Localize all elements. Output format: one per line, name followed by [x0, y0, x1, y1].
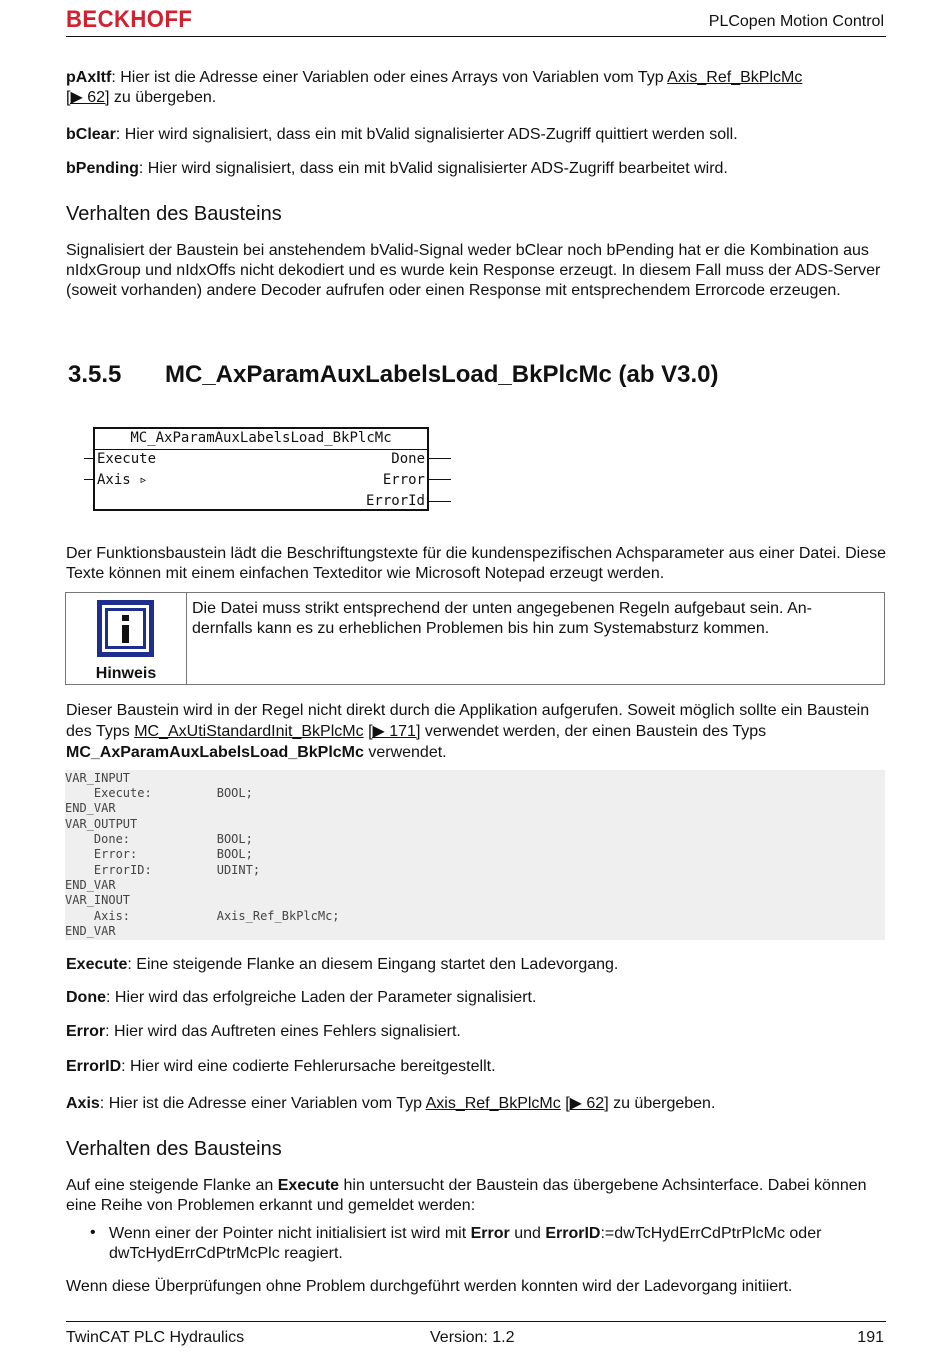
axis-ref-link-2[interactable]: Axis_Ref_BkPlcMc	[425, 1095, 561, 1112]
function-block-diagram	[93, 427, 429, 511]
final-paragraph: Wenn diese Überprüfungen ohne Problem durchgeführt werden konnten wird der Ladevorgang initiiert.	[66, 1278, 793, 1295]
done-text: : Hier wird das erfolgreiche Laden der Parameter signalisiert.	[106, 989, 537, 1006]
fb-input-execute: Execute	[97, 451, 157, 467]
execute-text: : Eine steigende Flanke an diesem Eingang startet den Ladevorgang.	[127, 956, 619, 973]
footer-product: TwinCAT PLC Hydraulics	[66, 1329, 245, 1346]
note-icon-cell	[66, 593, 187, 684]
bclear-paragraph	[66, 125, 886, 145]
code-line: VAR_OUTPUT	[65, 817, 138, 831]
page-ref-171-link[interactable]: [▶ 171]	[368, 723, 421, 740]
usage-text-2: verwendet werden, der einen Baustein des Typs	[420, 723, 767, 740]
section-number: 3.5.5	[68, 361, 122, 388]
bpending-text: : Hier wird signalisiert, dass ein mit bValid signalisierter ADS-Zugriff bearbeitet wird.	[138, 160, 728, 177]
fb-pin-axis	[84, 479, 94, 480]
fb-pin-execute	[84, 458, 94, 459]
fb-pin-errorid	[429, 501, 451, 502]
axis-paragraph	[66, 1094, 886, 1114]
code-line: Execute: BOOL;	[65, 786, 253, 800]
section-heading	[68, 361, 719, 389]
done-paragraph	[66, 988, 886, 1008]
section-title: MC_AxParamAuxLabelsLoad_BkPlcMc (ab V3.0)	[165, 361, 719, 388]
fb-title-divider	[95, 449, 427, 450]
fb-pin-done	[429, 458, 451, 459]
header-title: PLCopen Motion Control	[708, 13, 884, 30]
behavior-bold-execute: Execute	[277, 1177, 340, 1194]
bullet-text-3: :=dwTcHydErrCdPtrPlcMc oder dwTcHydErrCdPtrMcPlc reagiert.	[109, 1225, 822, 1262]
info-icon	[97, 600, 154, 657]
description-paragraph: Der Funktionsbaustein lädt die Beschriftungstexte für die kundenspezifischen Achsparameter aus einer Datei. Diese Texte können mit einem einfachen Texteditor wie Microsoft Notepad erzeugt werden.	[66, 545, 887, 582]
fb-name: MC_AxParamAuxLabelsLoad_BkPlcMc	[130, 430, 392, 446]
paxitf-term: pAxItf	[66, 69, 112, 86]
bullet-bold-errorid: ErrorID	[545, 1225, 601, 1242]
behavior-heading-2: Verhalten des Bausteins	[66, 1138, 282, 1160]
beckhoff-logo: BECKHOFF	[66, 6, 193, 33]
page-ref-link[interactable]: [▶ 62]	[66, 89, 110, 106]
code-line: Done: BOOL;	[65, 832, 253, 846]
errorid-paragraph	[66, 1057, 886, 1077]
usage-text-3: verwendet.	[363, 744, 447, 761]
bpending-paragraph	[66, 159, 886, 179]
fb-output-done: Done	[391, 451, 425, 467]
usage-bold-name: MC_AxParamAuxLabelsLoad_BkPlcMc	[66, 744, 364, 761]
code-block	[65, 770, 885, 940]
bclear-text: : Hier wird signalisiert, dass ein mit bValid signalisierter ADS-Zugriff quittiert werden soll.	[115, 126, 738, 143]
fb-output-error: Error	[382, 472, 425, 488]
fb-pin-error	[429, 479, 451, 480]
fb-input-axis: Axis ▹	[97, 472, 148, 488]
behavior-text-2a: Auf eine steigende Flanke an	[66, 1177, 278, 1194]
behavior-text-1: Signalisiert der Baustein bei anstehendem bValid-Signal weder bClear noch bPending hat er die Kombination aus nIdxGroup und nIdxOffs nicht dekodiert und es wurde kein Response erzeugt. In diesem Fall muss der ADS-Server (soweit vorhanden) andere Decoder aufrufen oder einen Response mit entsprechendem Errorcode erzeugen.	[66, 242, 881, 299]
axis-text-end: zu übergeben.	[608, 1095, 716, 1112]
code-line: VAR_INPUT	[65, 771, 131, 785]
usage-paragraph	[66, 700, 886, 763]
footer-version: Version: 1.2	[430, 1329, 515, 1346]
bullet-item	[109, 1224, 879, 1264]
header-rule	[66, 36, 886, 37]
behavior-heading-1: Verhalten des Bausteins	[66, 203, 282, 225]
code-line: END_VAR	[65, 878, 116, 892]
footer-rule	[66, 1321, 886, 1322]
code-line: Error: BOOL;	[65, 847, 253, 861]
bullet-marker: •	[90, 1224, 96, 1241]
fb-output-errorid: ErrorId	[365, 493, 425, 509]
bpending-term: bPending	[66, 160, 139, 177]
footer-page-number: 191	[857, 1329, 884, 1346]
note-box	[65, 592, 885, 685]
code-line: ErrorID: UDINT;	[65, 863, 261, 877]
axis-ref-link[interactable]: Axis_Ref_BkPlcMc	[667, 69, 803, 86]
note-label: Hinweis	[95, 665, 157, 682]
paxitf-text-end: zu übergeben.	[109, 89, 217, 106]
error-text: : Hier wird das Auftreten eines Fehlers signalisiert.	[105, 1023, 461, 1040]
standard-init-link[interactable]: MC_AxUtiStandardInit_BkPlcMc	[134, 723, 364, 740]
code-line: Axis: Axis_Ref_BkPlcMc;	[65, 909, 340, 923]
errorid-term: ErrorID	[66, 1058, 122, 1075]
bullet-text-1: Wenn einer der Pointer nicht initialisiert ist wird mit	[109, 1225, 471, 1242]
code-line: VAR_INOUT	[65, 893, 131, 907]
bullet-text-2: und	[509, 1225, 546, 1242]
code-line: END_VAR	[65, 924, 116, 938]
error-term: Error	[66, 1023, 106, 1040]
execute-paragraph	[66, 955, 886, 975]
note-text: Die Datei muss strikt entsprechend der unten angegebenen Regeln aufgebaut sein. An-dernfalls kann es zu erheblichen Problemen bis hin zum Systemabsturz kommen.	[192, 600, 812, 637]
code-line: END_VAR	[65, 801, 116, 815]
done-term: Done	[66, 989, 106, 1006]
behavior-text-2b: hin untersucht der Baustein das übergebene Achsinterface. Dabei können eine Reihe von Problemen erkannt und gemeldet werden:	[66, 1177, 867, 1214]
paxitf-text: : Hier ist die Adresse einer Variablen oder eines Arrays von Variablen vom Typ	[111, 69, 668, 86]
execute-term: Execute	[66, 956, 128, 973]
bclear-term: bClear	[66, 126, 116, 143]
paxitf-paragraph	[66, 68, 886, 108]
usage-text: Dieser Baustein wird in der Regel nicht direkt durch die Applikation aufgerufen. Soweit möglich sollte ein Baustein des Typs	[66, 702, 870, 740]
page-ref-62-link[interactable]: [▶ 62]	[565, 1095, 609, 1112]
axis-term: Axis	[66, 1095, 100, 1112]
error-paragraph	[66, 1022, 886, 1042]
axis-text: : Hier ist die Adresse einer Variablen vom Typ	[99, 1095, 426, 1112]
behavior-text-2	[66, 1176, 886, 1216]
bullet-bold-error: Error	[470, 1225, 510, 1242]
errorid-text: : Hier wird eine codierte Fehlerursache bereitgestellt.	[121, 1058, 496, 1075]
